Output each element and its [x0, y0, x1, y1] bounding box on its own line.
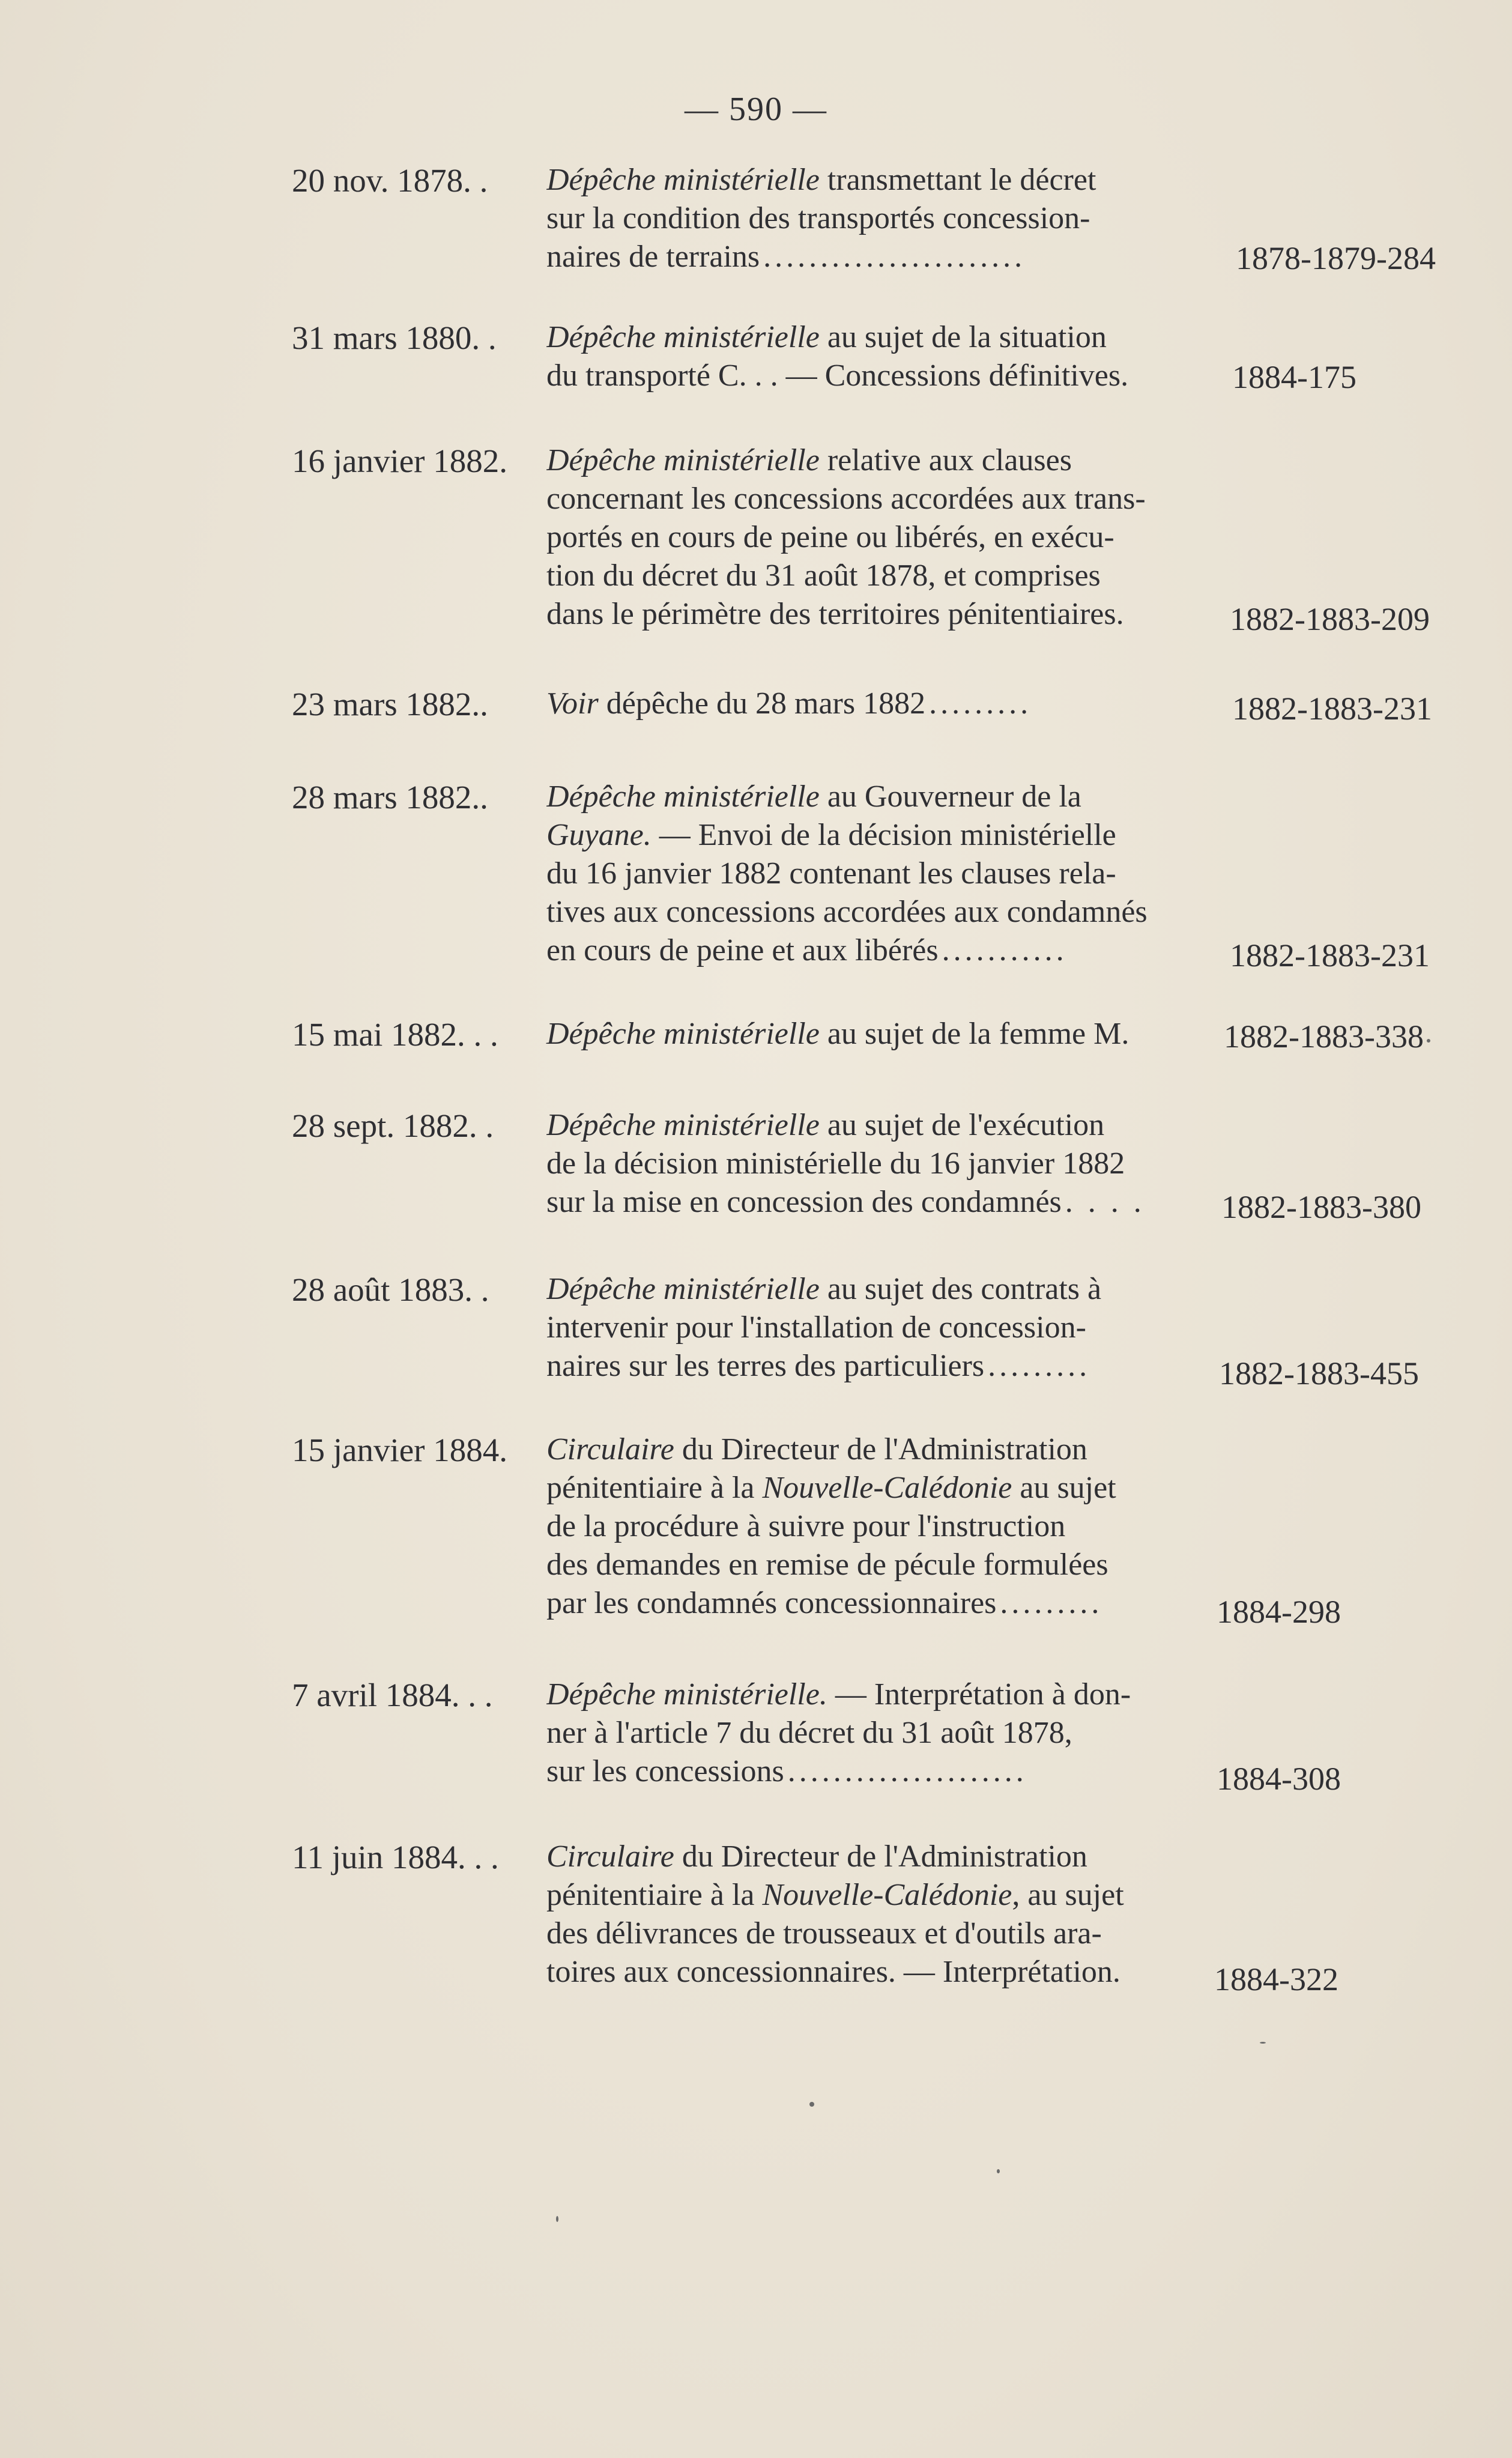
reference-number: 1882-1883-380 [1221, 1189, 1421, 1225]
description-line: transmettant le décret [827, 163, 1096, 197]
description-line: portés en cours de peine ou libérés, en exécu- [546, 520, 1114, 554]
description-line: au sujet des contrats à [827, 1272, 1102, 1306]
entry-description [546, 1675, 1225, 1791]
leader-dots: ........... [942, 933, 1068, 967]
description-line: de la décision ministérielle du 16 janvier 1882 [546, 1146, 1125, 1181]
scan-speck [997, 2169, 1000, 2173]
description-line: — Interprétation à don- [835, 1677, 1131, 1712]
description-line: dans le périmètre des territoires pénitentiaires. [546, 597, 1124, 631]
leader-dots: ..................... [787, 1754, 1027, 1788]
entry-date: 31 mars 1880. . [292, 319, 497, 356]
leader-dots: ......... [929, 686, 1032, 721]
description-line: intervenir pour l'installation de concession- [546, 1310, 1086, 1345]
document-type: Circulaire [546, 1432, 674, 1467]
description-line: ner à l'article 7 du décret du 31 août 1878, [546, 1716, 1072, 1750]
reference-number: 1882-1883-231 [1232, 691, 1432, 727]
description-line: du Directeur de l'Administration [682, 1432, 1087, 1467]
description-line: pénitentiaire à la [546, 1878, 763, 1912]
entry-description [546, 1106, 1225, 1221]
entry-date: 20 nov. 1878. . [292, 162, 488, 199]
entry-description [546, 1015, 1225, 1053]
description-line: du Directeur de l'Administration [682, 1839, 1087, 1874]
place-name: Nouvelle-Calédonie [762, 1878, 1012, 1912]
description-line: des délivrances de trousseaux et d'outils ara- [546, 1916, 1102, 1951]
scan-speck [556, 2216, 558, 2222]
entry-date: 11 juin 1884. . . [292, 1839, 499, 1875]
entry-description [546, 685, 1225, 723]
reference-number: 1882-1883-209 [1230, 601, 1430, 637]
document-type: Dépêche ministérielle [546, 779, 820, 814]
description-line: au sujet de la situation [827, 320, 1107, 354]
entry-description [546, 161, 1225, 276]
document-type: Circulaire [546, 1839, 674, 1874]
reference-number: 1882-1883-455 [1219, 1355, 1419, 1391]
reference-number: 1882-1883-231 [1230, 937, 1430, 973]
document-type: Dépêche ministérielle [546, 1108, 820, 1142]
entry-date: 7 avril 1884. . . [292, 1677, 493, 1713]
document-type: Dépêche ministérielle [546, 1017, 820, 1051]
entry-description [546, 778, 1225, 970]
description-line: sur les concessions [546, 1754, 784, 1788]
page-number: — 590 — [685, 91, 827, 128]
place-name: Guyane. [546, 818, 652, 852]
description-line: dépêche du 28 mars 1882 [606, 686, 926, 721]
reference-number: 1882-1883-338 [1224, 1019, 1424, 1055]
scan-speck [809, 2102, 814, 2107]
reference-number: 1878-1879-284 [1236, 240, 1436, 276]
description-line: naires de terrains [546, 240, 760, 274]
description-line: concernant les concessions accordées aux trans- [546, 482, 1146, 516]
entry-date: 28 sept. 1882. . [292, 1107, 494, 1144]
entry-description [546, 1430, 1225, 1623]
description-line: — Envoi de la décision ministérielle [659, 818, 1116, 852]
document-type: Voir [546, 686, 599, 721]
description-line: , au sujet [1012, 1878, 1124, 1912]
description-line: pénitentiaire à la [546, 1471, 763, 1505]
place-name: Nouvelle-Calédonie [762, 1471, 1012, 1505]
description-line: du 16 janvier 1882 contenant les clauses rela- [546, 856, 1116, 891]
leader-dots: . . . . [1065, 1185, 1145, 1219]
description-line: au sujet de l'exécution [827, 1108, 1105, 1142]
document-type: Dépêche ministérielle [546, 320, 820, 354]
entry-date: 28 mars 1882.. [292, 779, 488, 816]
leader-dots: ......... [1000, 1586, 1103, 1620]
description-line: par les condamnés concessionnaires [546, 1586, 997, 1620]
document-type: Dépêche ministérielle [546, 443, 820, 477]
description-line: du transporté C. . . — Concessions définitives. [546, 359, 1129, 393]
description-line: toires aux concessionnaires. — Interprétation. [546, 1955, 1120, 1989]
leader-dots: ......... [988, 1349, 1091, 1383]
scan-speck [1260, 2042, 1266, 2044]
reference-number: 1884-175 [1232, 359, 1356, 395]
description-line: relative aux clauses [827, 443, 1072, 477]
description-line: naires sur les terres des particuliers [546, 1349, 985, 1383]
entry-date: 16 janvier 1882. [292, 443, 507, 479]
description-line: au sujet de la femme M. [827, 1017, 1129, 1051]
entry-date: 15 mai 1882. . . [292, 1016, 498, 1053]
entry-date: 15 janvier 1884. [292, 1432, 507, 1468]
leader-dots: ....................... [763, 240, 1026, 274]
scan-speck [1427, 1039, 1430, 1043]
description-line: au sujet [1012, 1471, 1116, 1505]
reference-number: 1884-308 [1217, 1761, 1341, 1797]
entry-description [546, 441, 1225, 634]
description-line: sur la mise en concession des condamnés [546, 1185, 1062, 1219]
description-line: tives aux concessions accordées aux condamnés [546, 895, 1148, 929]
entry-description [546, 318, 1225, 395]
reference-number: 1884-298 [1217, 1594, 1341, 1630]
description-line: en cours de peine et aux libérés [546, 933, 939, 967]
description-line: de la procédure à suivre pour l'instruction [546, 1509, 1066, 1543]
entry-description [546, 1838, 1225, 1991]
document-type: Dépêche ministérielle [546, 1272, 820, 1306]
entry-date: 23 mars 1882.. [292, 686, 488, 722]
description-line: des demandes en remise de pécule formulées [546, 1548, 1108, 1582]
description-line: sur la condition des transportés concession- [546, 201, 1090, 235]
document-type: Dépêche ministérielle [546, 163, 820, 197]
entry-date: 28 août 1883. . [292, 1271, 489, 1308]
document-type: Dépêche ministérielle. [546, 1677, 827, 1712]
reference-number: 1884-322 [1214, 1961, 1338, 1997]
description-line: tion du décret du 31 août 1878, et comprises [546, 558, 1101, 593]
entry-description [546, 1270, 1225, 1385]
description-line: au Gouverneur de la [827, 779, 1081, 814]
